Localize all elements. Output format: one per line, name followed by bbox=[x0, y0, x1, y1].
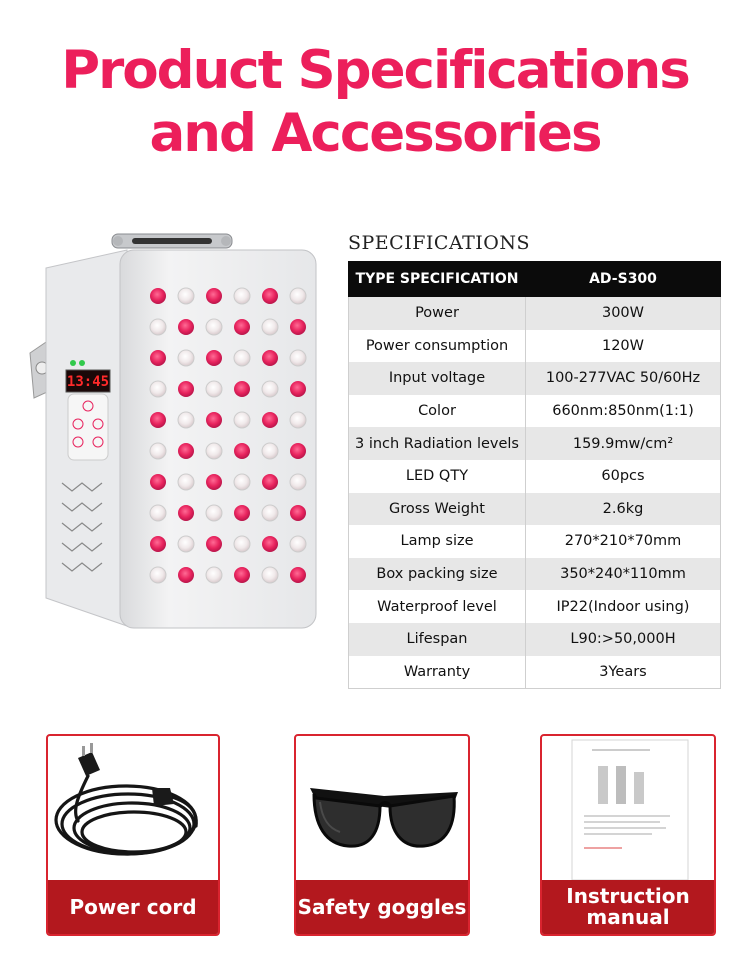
accessory-card-instruction-manual bbox=[540, 734, 716, 936]
table-row bbox=[349, 460, 721, 493]
spec-value: 300W bbox=[526, 297, 721, 330]
timer-display: 13:45 bbox=[66, 374, 110, 390]
table-row bbox=[349, 362, 721, 395]
spec-value: L90:>50,000H bbox=[526, 623, 721, 656]
table-row bbox=[349, 590, 721, 623]
spec-name: Gross Weight bbox=[349, 493, 526, 526]
spec-name: Power bbox=[349, 297, 526, 330]
accessory-card-safety-goggles bbox=[294, 734, 470, 936]
spec-name: 3 inch Radiation levels bbox=[349, 427, 526, 460]
spec-name: Input voltage bbox=[349, 362, 526, 395]
accessory-card-power-cord bbox=[46, 734, 220, 936]
spec-name: Power consumption bbox=[349, 330, 526, 363]
spec-value: 350*240*110mm bbox=[526, 558, 721, 591]
spec-value: 100-277VAC 50/60Hz bbox=[526, 362, 721, 395]
table-row bbox=[349, 427, 721, 460]
spec-value: IP22(Indoor using) bbox=[526, 590, 721, 623]
spec-name: Lamp size bbox=[349, 525, 526, 558]
spec-value: 60pcs bbox=[526, 460, 721, 493]
spec-value: 159.9mw/cm² bbox=[526, 427, 721, 460]
table-header-row bbox=[349, 262, 721, 297]
safety-goggles-image bbox=[296, 736, 470, 881]
page-title-line-2: and Accessories bbox=[149, 103, 601, 164]
accessory-label: Instruction manual bbox=[542, 880, 714, 934]
accessory-label: Power cord bbox=[48, 880, 218, 934]
table-row bbox=[349, 297, 721, 330]
red-light-panel-image bbox=[22, 228, 322, 648]
table-header-cell: AD-S300 bbox=[526, 262, 721, 297]
page-title-line-1: Product Specifications bbox=[61, 40, 689, 101]
spec-value: 2.6kg bbox=[526, 493, 721, 526]
table-row bbox=[349, 623, 721, 656]
spec-name: Warranty bbox=[349, 656, 526, 689]
table-row bbox=[349, 395, 721, 428]
instruction-manual-image bbox=[542, 736, 716, 881]
specifications-table bbox=[348, 261, 721, 689]
spec-value: 3Years bbox=[526, 656, 721, 689]
table-row bbox=[349, 558, 721, 591]
spec-value: 120W bbox=[526, 330, 721, 363]
accessory-label: Safety goggles bbox=[296, 880, 468, 934]
table-row bbox=[349, 493, 721, 526]
table-row bbox=[349, 656, 721, 689]
spec-name: Color bbox=[349, 395, 526, 428]
table-row bbox=[349, 330, 721, 363]
table-row bbox=[349, 525, 721, 558]
spec-value: 660nm:850nm(1:1) bbox=[526, 395, 721, 428]
spec-value: 270*210*70mm bbox=[526, 525, 721, 558]
table-header-cell: TYPE SPECIFICATION bbox=[349, 262, 526, 297]
power-cord-image bbox=[48, 736, 220, 881]
spec-name: Waterproof level bbox=[349, 590, 526, 623]
spec-name: Lifespan bbox=[349, 623, 526, 656]
specifications-heading: SPECIFICATIONS bbox=[348, 232, 531, 254]
spec-name: Box packing size bbox=[349, 558, 526, 591]
spec-name: LED QTY bbox=[349, 460, 526, 493]
